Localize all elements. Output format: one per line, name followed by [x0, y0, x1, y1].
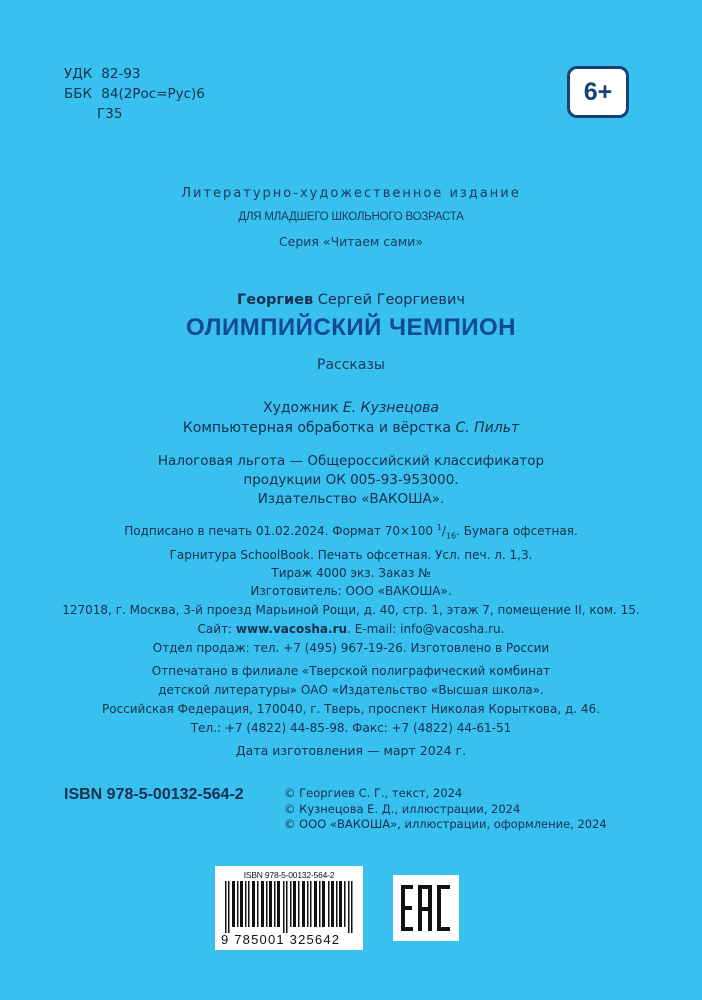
tax-line-2: продукции ОК 005-93-953000. — [243, 472, 459, 488]
barcode-number: 9 785001 325642 — [221, 932, 341, 947]
udk-value: 82-93 — [101, 66, 141, 82]
barcode — [215, 866, 363, 950]
tax-line-1: Налоговая льгота — Общероссийский классификатор — [157, 453, 545, 469]
eac-mark — [393, 875, 459, 941]
udk-row — [64, 64, 205, 84]
age-rating-badge: 6+ — [567, 66, 629, 118]
book-genre: Рассказы — [317, 357, 385, 373]
manufacturer-address: 127018, г. Москва, 3-й проезд Марьиной Рощи, д. 40, стр. 1, этаж 7, помещение II, ком. 15. — [62, 603, 640, 617]
eac-icon — [399, 883, 453, 933]
site-label: Сайт: — [197, 622, 236, 636]
format-denominator: 16 — [445, 531, 457, 541]
manufacturer-block — [0, 582, 702, 658]
credits-block — [0, 398, 702, 438]
printer-line-3: Российская Федерация, 170040, г. Тверь, проспект Николая Корыткова, д. 46. — [101, 702, 600, 716]
tax-line-3: Издательство «ВАКОША». — [257, 491, 445, 507]
barcode-bars-icon — [225, 881, 353, 933]
print-line-1: Подписано в печать 01.02.2024. Формат 70×100 $^1/_{16}$. Бумага офсетная. — [124, 523, 578, 541]
print-info-block — [0, 519, 702, 583]
edition-series: Серия «Читаем сами» — [278, 234, 424, 249]
format-numerator: 1 — [436, 523, 442, 532]
bbk-row — [64, 84, 205, 104]
author-mark: Г35 — [97, 106, 123, 122]
manufacturer-line-1: Изготовитель: ООО «ВАКОША». — [250, 584, 452, 598]
sales-line: Отдел продаж: тел. +7 (495) 967-19-26. Изготовлено в России — [152, 641, 550, 655]
printer-block — [0, 662, 702, 738]
layout-name: С. Пильт — [455, 420, 520, 436]
print-line-1a: Подписано в печать 01.02.2024. Формат 70×100 — [124, 524, 437, 538]
isbn: ISBN 978-5-00132-564-2 — [64, 786, 244, 803]
printer-line-4: Тел.: +7 (4822) 44-85-98. Факс: +7 (4822) 44-61-51 — [190, 721, 512, 735]
printer-line-2: детской литературы» ОАО «Издательство «Высшая школа». — [158, 683, 544, 697]
bbk-label: ББК — [64, 86, 93, 102]
udk-label: УДК — [64, 66, 93, 82]
print-line-2: Гарнитура SchoolBook. Печать офсетная. Усл. печ. л. 1,3. — [169, 547, 533, 562]
author-line — [0, 292, 702, 308]
production-date: Дата изготовления — март 2024 г. — [235, 743, 467, 758]
author-surname: Георгиев — [237, 292, 314, 308]
site-link[interactable]: www.vacosha.ru — [235, 622, 348, 636]
classification-codes — [64, 64, 205, 124]
print-line-1b: . Бумага офсетная. — [456, 524, 578, 538]
author-names: Сергей Георгиевич — [313, 292, 465, 308]
printer-line-1: Отпечатано в филиале «Тверской полиграфический комбинат — [151, 664, 551, 678]
copyright-line: © Георгиев С. Г., текст, 2024 — [284, 786, 463, 800]
edition-type: Литературно-художественное издание — [181, 186, 521, 201]
edition-audience: ДЛЯ МЛАДШЕГО ШКОЛЬНОГО ВОЗРАСТА — [238, 211, 464, 223]
manufacturer-contacts — [0, 620, 702, 639]
book-title: ОЛИМПИЙСКИЙ ЧЕМПИОН — [186, 314, 516, 341]
artist-label: Художник — [262, 400, 343, 416]
copyright-line: © Кузнецова Е. Д., иллюстрации, 2024 — [284, 801, 521, 816]
layout-line — [0, 418, 702, 438]
layout-label: Компьютерная обработка и вёрстка — [182, 420, 456, 436]
barcode-isbn-text: ISBN 978-5-00132-564-2 — [243, 870, 335, 880]
email-text: . E-mail: info@vacosha.ru. — [347, 622, 505, 636]
copyright-block — [284, 786, 607, 833]
artist-name: Е. Кузнецова — [342, 400, 439, 416]
artist-line — [0, 398, 702, 418]
print-line-3: Тираж 4000 экз. Заказ № — [271, 566, 431, 581]
copyright-line: © ООО «ВАКОША», иллюстрации, оформление, 2024 — [284, 817, 607, 831]
tax-block — [0, 452, 702, 509]
bbk-value: 84(2Рос=Рус)6 — [101, 86, 205, 102]
